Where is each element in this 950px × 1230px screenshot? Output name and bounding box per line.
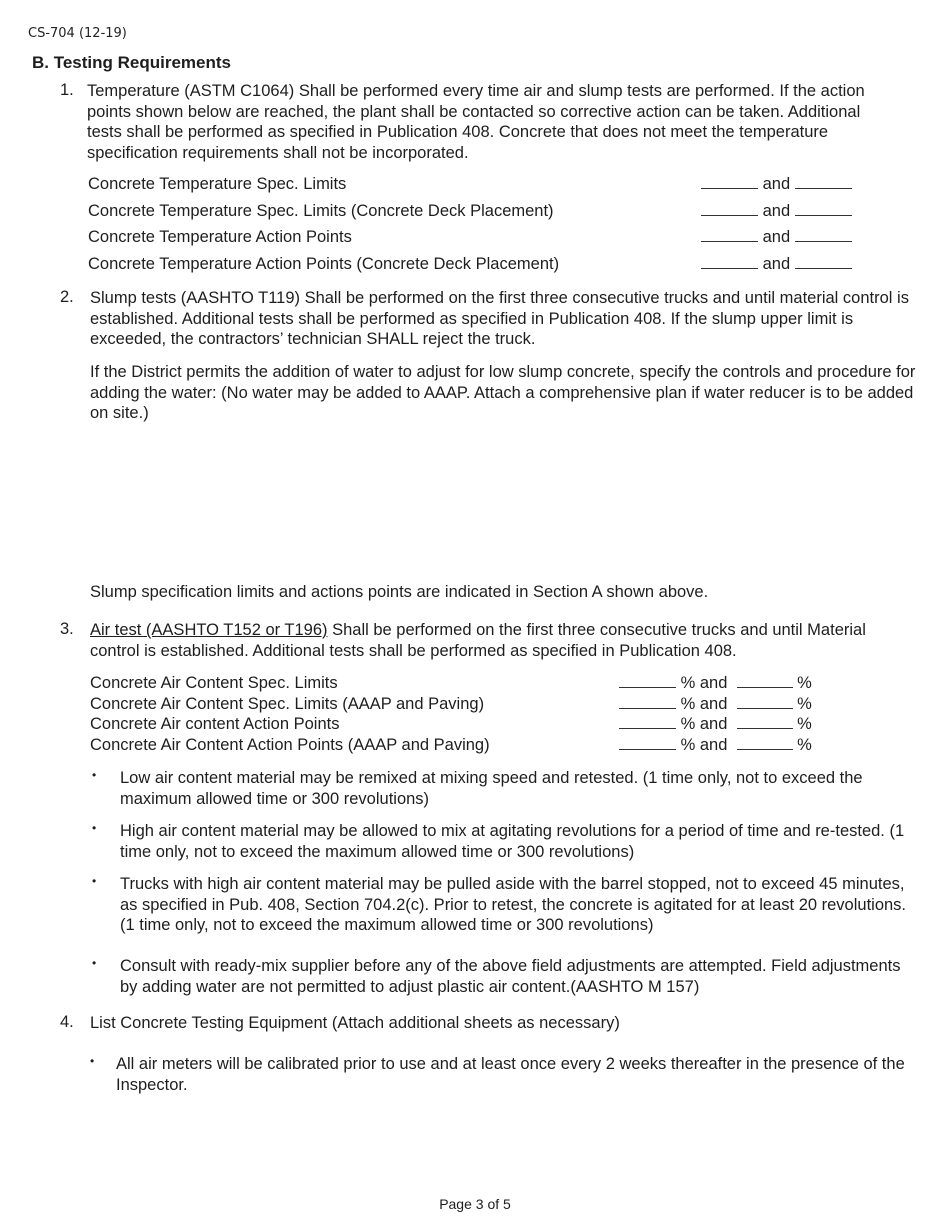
item3-title: Air test (AASHTO T152 or T196) — [90, 621, 328, 639]
air-bullet-3: Trucks with high air content material may be pulled aside with the barrel stopped, not to exceed 45 minutes, as specified in Pub. 408, Section 704.2(c). Prior to retest, the concrete is agitated for at least 20 revolutions. (1 time only, not to exceed the maximum allowed time or 300 revolutions) — [120, 875, 907, 934]
page-number: Page 3 of 5 — [439, 1196, 511, 1212]
temp-row-4-field-b[interactable] — [795, 254, 852, 269]
air-row-2-field-b[interactable] — [737, 694, 793, 709]
bullet-icon: • — [92, 956, 97, 970]
temp-row-2-label: Concrete Temperature Spec. Limits (Concrete Deck Placement) — [88, 202, 554, 220]
air-row-1-field-a[interactable] — [619, 673, 676, 688]
temp-row-3-label: Concrete Temperature Action Points — [88, 228, 352, 246]
bullet-icon: • — [92, 821, 97, 835]
item4-text: List Concrete Testing Equipment (Attach additional sheets as necessary) — [90, 1014, 620, 1032]
item3-text-rest: Shall be performed on the first three consecutive trucks and until Material control is established. Additional tests shall be performed as specified in Publication 408. — [90, 621, 866, 660]
bullet-icon: • — [92, 768, 97, 782]
equipment-bullet-1: All air meters will be calibrated prior to use and at least once every 2 weeks thereafter in the presence of the Inspector. — [116, 1055, 905, 1094]
item2-text: Slump tests (AASHTO T119) Shall be performed on the first three consecutive trucks and until material control is established. Additional tests shall be performed as specified in Publication 408. If the slump upper limit is exceeded, the contractors’ technician SHALL reject the truck. — [90, 289, 909, 348]
bullet-icon: • — [90, 1054, 95, 1068]
item2-number: 2. — [60, 288, 74, 306]
item3-number: 3. — [60, 620, 74, 638]
equipment-list-input[interactable] — [90, 1100, 920, 1180]
air-row-3-field-b[interactable] — [737, 714, 793, 729]
temp-row-1-field-a[interactable] — [701, 174, 758, 189]
water-procedure-input[interactable] — [90, 430, 920, 570]
temp-row-3-field-a[interactable] — [701, 227, 758, 242]
temp-row-1-fields: and — [701, 174, 852, 194]
section-title: B. Testing Requirements — [32, 53, 231, 72]
temp-row-2-field-a[interactable] — [701, 201, 758, 216]
air-row-2-fields: % and % — [619, 694, 812, 714]
temp-row-3-fields: and — [701, 227, 852, 247]
temp-row-4-label: Concrete Temperature Action Points (Concrete Deck Placement) — [88, 255, 560, 273]
air-row-1-field-b[interactable] — [737, 673, 793, 688]
air-row-4-label: Concrete Air Content Action Points (AAAP and Paving) — [90, 736, 490, 754]
air-bullet-2: High air content material may be allowed to mix at agitating revolutions for a period of time and re-tested. (1 time only, not to exceed the maximum allowed time or 300 revolutions) — [120, 822, 905, 861]
temp-row-2-fields: and — [701, 201, 852, 221]
air-row-4-field-a[interactable] — [619, 735, 676, 750]
item1-text: Temperature (ASTM C1064) Shall be performed every time air and slump tests are performed. If the action points shown below are reached, the plant shall be contacted so corrective action can be taken. Additional tests shall be performed as specified in Publication 408. Concrete that does not meet the temperature specification requirements shall not be incorporated. — [87, 82, 865, 162]
air-bullet-4: Consult with ready-mix supplier before any of the above field adjustments are attempted. Field adjustments by adding water are not permitted to adjust plastic air content.(AASHTO M 157) — [120, 957, 901, 996]
air-row-1-label: Concrete Air Content Spec. Limits — [90, 674, 338, 692]
air-row-3-fields: % and % — [619, 714, 812, 734]
air-bullet-1: Low air content material may be remixed at mixing speed and retested. (1 time only, not to exceed the maximum allowed time or 300 revolutions) — [120, 769, 863, 808]
temp-row-4-fields: and — [701, 254, 852, 274]
air-row-3-label: Concrete Air content Action Points — [90, 715, 340, 733]
temp-row-1-label: Concrete Temperature Spec. Limits — [88, 175, 347, 193]
item1-number: 1. — [60, 81, 74, 99]
air-row-3-field-a[interactable] — [619, 714, 676, 729]
form-number: CS-704 (12-19) — [28, 26, 127, 41]
item2-water-text: If the District permits the addition of water to adjust for low slump concrete, specify the controls and procedure for adding the water: (No water may be added to AAAP. Attach a comprehensive plan if water reducer is to be added on site.) — [90, 363, 916, 422]
item3-text — [90, 620, 910, 661]
temp-row-4-field-a[interactable] — [701, 254, 758, 269]
air-row-2-label: Concrete Air Content Spec. Limits (AAAP and Paving) — [90, 695, 485, 713]
air-row-4-field-b[interactable] — [737, 735, 793, 750]
bullet-icon: • — [92, 874, 97, 888]
item4-number: 4. — [60, 1013, 74, 1031]
air-row-1-fields: % and % — [619, 673, 812, 693]
air-row-4-fields: % and % — [619, 735, 812, 755]
item2-footer-text: Slump specification limits and actions points are indicated in Section A shown above. — [90, 583, 709, 601]
temp-row-3-field-b[interactable] — [795, 227, 852, 242]
temp-row-1-field-b[interactable] — [795, 174, 852, 189]
temp-row-2-field-b[interactable] — [795, 201, 852, 216]
air-row-2-field-a[interactable] — [619, 694, 676, 709]
